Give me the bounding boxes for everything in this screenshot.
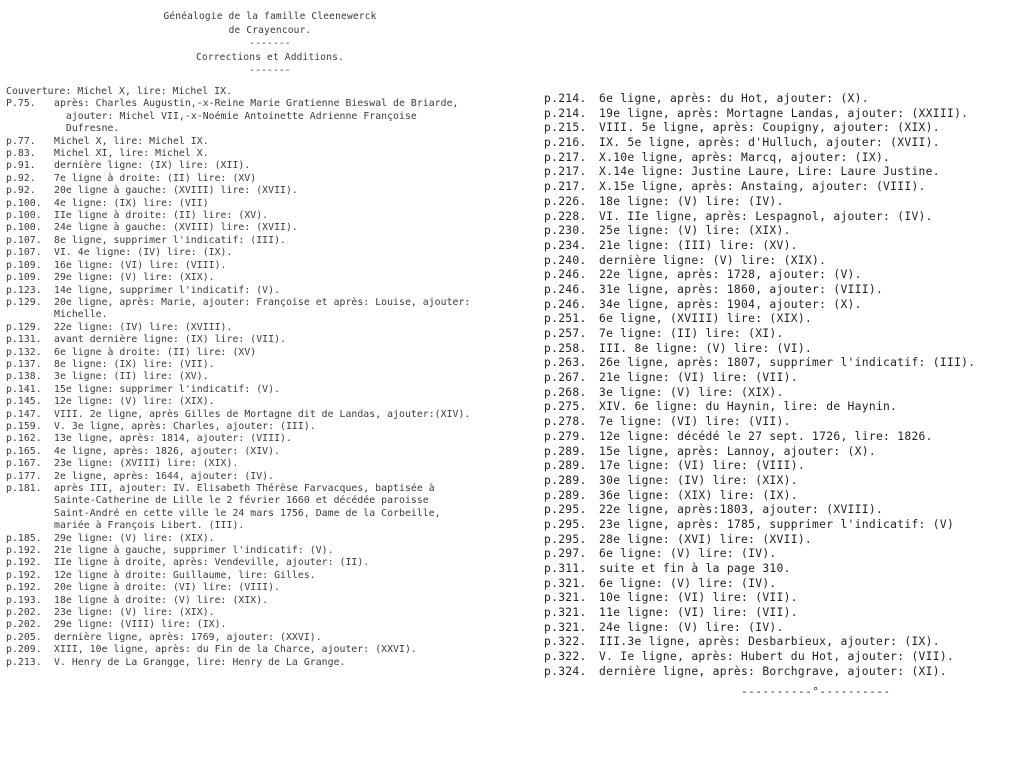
correction-text: V. Ie ligne, après: Hubert du Hot, ajouter: (VII). <box>599 650 955 664</box>
correction-entry <box>544 254 1016 269</box>
section-title: Corrections et Additions. <box>196 51 344 63</box>
correction-entry <box>6 657 524 669</box>
correction-entry <box>6 98 524 135</box>
correction-text: 8e ligne, supprimer l'indicatif: (III). <box>54 234 286 246</box>
correction-text: 7e ligne: (II) lire: (XI). <box>599 327 784 340</box>
correction-text: 15e ligne, après: Lannoy, ajouter: (X). <box>599 444 876 458</box>
page-reference: p.321. <box>544 576 587 590</box>
correction-text: 18e ligne: (V) lire: (IV). <box>599 194 784 208</box>
correction-text: 34e ligne, après: 1904, ajouter: (X). <box>599 297 862 311</box>
page-reference: p.217. <box>544 165 587 179</box>
document-title: Généalogie de la famille Cleenewerck <box>163 11 377 22</box>
correction-text: dernière ligne: (IX) lire: (XII). <box>54 160 251 172</box>
page-reference: p.230. <box>544 224 587 238</box>
correction-entry <box>544 371 1016 386</box>
correction-text: 20e ligne à gauche: (XVIII) lire: (XVII). <box>54 185 298 197</box>
correction-entry <box>6 557 524 569</box>
page-reference: p.324. <box>544 664 587 678</box>
page-reference: p.322. <box>544 635 587 649</box>
correction-entry <box>6 619 524 631</box>
correction-text: X.15e ligne, après: Anstaing, ajouter: (VIII). <box>599 180 926 194</box>
page-reference: p.205. <box>6 631 42 643</box>
page-reference: p.214. <box>544 92 587 105</box>
correction-entry <box>544 224 1016 239</box>
correction-text: 11e ligne: (VI) lire: (VII). <box>599 606 798 620</box>
correction-text: 3e ligne: (II) lire: (XV). <box>54 371 209 383</box>
correction-entry <box>544 239 1016 254</box>
page-reference: p.289. <box>544 459 587 473</box>
page-reference: p.321. <box>544 591 587 605</box>
page-reference: p.185. <box>6 532 42 544</box>
correction-entry <box>6 359 524 371</box>
page-reference: p.109. <box>6 259 42 271</box>
correction-text: 24e ligne à gauche: (XVIII) lire: (XVII). <box>54 222 298 234</box>
correction-text: 23e ligne: (XVIII) lire: (XIX). <box>54 458 239 470</box>
correction-entry <box>6 285 524 297</box>
correction-entry <box>6 471 524 483</box>
correction-text: 10e ligne: (VI) lire: (VII). <box>599 591 798 605</box>
page-reference: p.192. <box>6 569 42 581</box>
page-reference: p.91. <box>6 160 36 172</box>
correction-entry <box>544 430 1016 445</box>
correction-text: 7e ligne à droite: (II) lire: (XV) <box>54 172 257 184</box>
correction-entry <box>544 180 1016 195</box>
correction-entry <box>544 165 1016 180</box>
correction-text: 29e ligne: (V) lire: (XIX). <box>54 272 215 284</box>
correction-entry <box>6 198 524 210</box>
document-subtitle: de Crayencour. <box>228 24 312 36</box>
correction-text: 18e ligne à droite: (V) lire: (XIX). <box>54 594 269 606</box>
page-reference: p.217. <box>544 150 587 164</box>
header-rule-2: ------- <box>249 65 291 76</box>
correction-entry <box>544 547 1016 562</box>
correction-text: Couverture: Michel X, lire: Michel IX. <box>6 86 233 97</box>
correction-text: 26e ligne, après: 1807, supprimer l'indicatif: (III). <box>599 356 976 370</box>
correction-text: 12e ligne à droite: Guillaume, lire: Gilles. <box>54 569 316 581</box>
correction-text: 29e ligne: (VIII) lire: (IX). <box>54 619 227 631</box>
page-reference: p.202. <box>6 607 42 619</box>
correction-entry <box>544 445 1016 460</box>
page-reference: p.217. <box>544 180 587 194</box>
correction-entry <box>544 459 1016 474</box>
page-reference: p.209. <box>6 644 42 656</box>
correction-entry <box>6 297 524 322</box>
correction-text: 24e ligne: (V) lire: (IV). <box>599 620 784 634</box>
closing-rule: ----------°---------- <box>741 685 891 698</box>
correction-entry <box>6 86 524 98</box>
correction-entry <box>6 347 524 359</box>
page-reference: p.100. <box>6 210 42 222</box>
page-reference: P.75. <box>6 98 36 110</box>
correction-text: Michel XI, lire: Michel X. <box>54 148 209 160</box>
correction-text: 23e ligne, après: 1785, supprimer l'indicatif: (V) <box>599 517 955 531</box>
correction-text: 22e ligne: (IV) lire: (XVIII). <box>54 321 233 333</box>
correction-text: IX. 5e ligne, après: d'Hulluch, ajouter: (XVII). <box>599 136 940 150</box>
correction-entry <box>6 235 524 247</box>
correction-text: 12e ligne: (V) lire: (XIX). <box>54 396 215 408</box>
correction-text: 23e ligne: (V) lire: (XIX). <box>54 607 215 619</box>
page-reference: p.246. <box>544 297 587 311</box>
page-reference: p.215. <box>544 121 587 135</box>
correction-text: VI. IIe ligne, après: Lespagnol, ajouter: (IV). <box>599 209 933 223</box>
header-rule-1: ------- <box>249 38 291 49</box>
correction-entry <box>544 121 1016 136</box>
page-reference: p.289. <box>544 473 587 487</box>
correction-text: 13e ligne, après: 1814, ajouter: (VIII). <box>54 433 292 445</box>
page-reference: p.100. <box>6 197 42 209</box>
correction-entry <box>544 577 1016 592</box>
page-reference: p.165. <box>6 445 42 457</box>
correction-entry <box>544 268 1016 283</box>
correction-text: Michel X, lire: Michel IX. <box>54 135 209 147</box>
page-reference: p.295. <box>544 532 587 546</box>
correction-text: 2e ligne, après: 1644, ajouter: (IV). <box>54 470 275 482</box>
page-reference: p.321. <box>544 606 587 620</box>
correction-entry <box>544 650 1016 665</box>
correction-entry <box>544 665 1016 680</box>
correction-text: dernière ligne, après: 1769, ajouter: (XXVI). <box>54 631 322 643</box>
page-reference: p.141. <box>6 383 42 395</box>
page-reference: p.268. <box>544 385 587 399</box>
page-reference: p.129. <box>6 296 42 308</box>
correction-text: 6e ligne, (XVIII) lire: (XIX). <box>599 312 813 326</box>
correction-entry <box>544 562 1016 577</box>
page-reference: p.216. <box>544 136 587 150</box>
correction-entry <box>544 342 1016 357</box>
page-reference: p.251. <box>544 312 587 326</box>
correction-text: X.14e ligne: Justine Laure, Lire: Laure Justine. <box>599 165 940 179</box>
correction-entry <box>6 595 524 607</box>
page-reference: p.289. <box>544 488 587 502</box>
page-reference: p.159. <box>6 420 42 432</box>
correction-entry <box>544 283 1016 298</box>
correction-entry <box>544 298 1016 313</box>
correction-text: 29e ligne: (V) lire: (XIX). <box>54 532 215 544</box>
correction-text: 28e ligne: (XVI) lire: (XVII). <box>599 532 813 546</box>
page-reference: p.275. <box>544 400 587 414</box>
page-reference: p.138. <box>6 371 42 383</box>
correction-entry <box>544 503 1016 518</box>
page-reference: p.109. <box>6 272 42 284</box>
correction-text: dernière ligne: (V) lire: (XIX). <box>599 253 827 267</box>
page-reference: p.123. <box>6 284 42 296</box>
correction-entry <box>6 533 524 545</box>
correction-entry <box>544 635 1016 650</box>
correction-entry <box>6 371 524 383</box>
correction-entry <box>6 421 524 433</box>
correction-text: 16e ligne: (VI) lire: (VIII). <box>54 259 227 271</box>
correction-entry <box>6 632 524 644</box>
page-reference: p.246. <box>544 268 587 282</box>
page-reference: p.177. <box>6 470 42 482</box>
correction-entry <box>6 260 524 272</box>
correction-entry <box>6 210 524 222</box>
correction-entry <box>544 606 1016 621</box>
correction-text: XIII, 10e ligne, après: du Fin de la Charce, ajouter: (XXVI). <box>54 644 417 656</box>
correction-entry <box>6 458 524 470</box>
correction-entry <box>6 272 524 284</box>
correction-entry <box>6 446 524 458</box>
page-reference: p.289. <box>544 444 587 458</box>
correction-entry <box>544 356 1016 371</box>
correction-text: 12e ligne: décédé le 27 sept. 1726, lire: 1826. <box>599 429 933 443</box>
page-reference: p.132. <box>6 346 42 358</box>
corrections-left-column <box>6 86 524 669</box>
correction-text: 6e ligne: (V) lire: (IV). <box>599 576 777 590</box>
correction-entry <box>544 518 1016 533</box>
page-reference: p.192. <box>6 545 42 557</box>
correction-entry <box>544 621 1016 636</box>
correction-text: VIII. 2e ligne, après Gilles de Mortagne dit de Landas, ajouter:(XIV). <box>54 408 471 420</box>
correction-entry <box>544 400 1016 415</box>
correction-entry <box>6 136 524 148</box>
correction-text: 14e ligne, supprimer l'indicatif: (V). <box>54 284 281 296</box>
page-reference: p.192. <box>6 582 42 594</box>
correction-text: X.10e ligne, après: Marcq, ajouter: (IX). <box>599 150 891 164</box>
page-reference: p.321. <box>544 620 587 634</box>
page-reference: p.167. <box>6 458 42 470</box>
correction-text: 6e ligne: (V) lire: (IV). <box>599 547 777 561</box>
page-reference: p.137. <box>6 358 42 370</box>
correction-entry <box>544 107 1016 122</box>
correction-entry <box>6 247 524 259</box>
correction-entry <box>544 136 1016 151</box>
correction-text: après III, ajouter: IV. Elisabeth Thérèse Farvacques, baptisée à Sainte-Catherine de Lille le 2 février 1660 et décédée paroisse Saint-André en cette ville le 24 mars 1756, Dame de la Corbeille, mariée à François Libert. (III). <box>54 483 441 532</box>
correction-text: 4e ligne: (IX) lire: (VII) <box>54 197 209 209</box>
correction-entry <box>6 173 524 185</box>
page-reference: p.279. <box>544 429 587 443</box>
correction-text: 36e ligne: (XIX) lire: (IX). <box>599 488 798 502</box>
correction-entry <box>6 644 524 656</box>
correction-text: 20e ligne, après: Marie, ajouter: Françoise et après: Louise, ajouter: Michelle. <box>54 296 471 321</box>
correction-text: IIe ligne à droite: (II) lire: (XV). <box>54 210 269 222</box>
correction-text: III. 8e ligne: (V) lire: (VI). <box>599 341 813 355</box>
correction-text: 4e ligne, après: 1826, ajouter: (XIV). <box>54 445 281 457</box>
page-reference: p.214. <box>544 106 587 120</box>
page-reference: p.129. <box>6 321 42 333</box>
page-reference: p.246. <box>544 282 587 296</box>
correction-text: suite et fin à la page 310. <box>599 562 791 575</box>
document-header <box>100 10 440 78</box>
correction-entry <box>6 409 524 421</box>
correction-entry <box>6 384 524 396</box>
correction-text: V. Henry de La Grangge, lire: Henry de La Grange. <box>54 656 346 668</box>
correction-text: 31e ligne, après: 1860, ajouter: (VIII). <box>599 282 884 296</box>
correction-entry <box>6 483 524 533</box>
page-reference: p.228. <box>544 209 587 223</box>
correction-text: XIV. 6e ligne: du Haynin, lire: de Haynin. <box>599 400 898 414</box>
correction-text: 21e ligne: (III) lire: (XV). <box>599 238 798 252</box>
correction-text: 8e ligne: (IX) lire: (VII). <box>54 358 215 370</box>
page-reference: p.107. <box>6 234 42 246</box>
page-reference: p.267. <box>544 371 587 385</box>
correction-entry <box>6 185 524 197</box>
correction-text: 6e ligne à droite: (II) lire: (XV) <box>54 346 257 358</box>
page-reference: p.226. <box>544 194 587 208</box>
correction-text: après: Charles Augustin,-x-Reine Marie Gratienne Bieswal de Briarde, ajouter: Michel VII,-x-Noémie Antoinette Adrienne Françoise Dufresne. <box>54 98 459 135</box>
correction-entry <box>6 334 524 346</box>
page-reference: p.147. <box>6 408 42 420</box>
correction-text: 17e ligne: (VI) lire: (VIII). <box>599 459 805 473</box>
correction-text: 19e ligne, après: Mortagne Landas, ajouter: (XXIII). <box>599 106 969 120</box>
correction-entry <box>544 386 1016 401</box>
correction-text: 25e ligne: (V) lire: (XIX). <box>599 224 791 238</box>
page-reference: p.258. <box>544 341 587 355</box>
correction-text: 21e ligne: (VI) lire: (VII). <box>599 371 798 385</box>
page-reference: p.131. <box>6 334 42 346</box>
page-reference: p.145. <box>6 396 42 408</box>
correction-text: VIII. 5e ligne, après: Coupigny, ajouter: (XIX). <box>599 121 940 135</box>
page-reference: p.107. <box>6 247 42 259</box>
correction-entry <box>6 607 524 619</box>
correction-text: 21e ligne à gauche, supprimer l'indicatif: (V). <box>54 545 334 557</box>
page-reference: p.295. <box>544 517 587 531</box>
correction-text: 22e ligne, après: 1728, ajouter: (V). <box>599 268 862 282</box>
correction-text: 15e ligne: supprimer l'indicatif: (V). <box>54 383 281 395</box>
page-reference: p.295. <box>544 503 587 517</box>
correction-entry <box>544 489 1016 504</box>
correction-text: 6e ligne, après: du Hot, ajouter: (X). <box>599 92 869 105</box>
correction-text: IIe ligne à droite, après: Vendeville, ajouter: (II). <box>54 557 370 569</box>
correction-entry <box>6 322 524 334</box>
correction-entry <box>544 533 1016 548</box>
correction-entry <box>544 151 1016 166</box>
page-reference: p.92. <box>6 185 36 197</box>
correction-entry <box>6 160 524 172</box>
page-reference: p.257. <box>544 327 587 340</box>
page-reference: p.278. <box>544 415 587 429</box>
corrections-right-column <box>544 92 1016 680</box>
page-reference: p.100. <box>6 222 42 234</box>
page-reference: p.181. <box>6 483 42 494</box>
correction-entry <box>6 222 524 234</box>
correction-entry <box>6 396 524 408</box>
correction-entry <box>6 545 524 557</box>
correction-text: 30e ligne: (IV) lire: (XIX). <box>599 473 798 487</box>
correction-entry <box>544 591 1016 606</box>
correction-text: VI. 4e ligne: (IV) lire: (IX). <box>54 247 233 259</box>
correction-entry <box>6 570 524 582</box>
page-reference: p.297. <box>544 547 587 561</box>
correction-text: 22e ligne, après:1803, ajouter: (XVIII). <box>599 503 884 517</box>
page-reference: p.162. <box>6 433 42 445</box>
page-reference: p.92. <box>6 172 36 184</box>
page-reference: p.213. <box>6 656 42 668</box>
page-reference: p.193. <box>6 594 42 606</box>
correction-entry <box>544 92 1016 107</box>
correction-entry <box>544 415 1016 430</box>
page-reference: p.234. <box>544 238 587 252</box>
correction-entry <box>6 433 524 445</box>
correction-entry <box>544 312 1016 327</box>
correction-text: avant dernière ligne: (IX) lire: (VII). <box>54 334 286 346</box>
correction-entry <box>544 195 1016 210</box>
correction-text: 3e ligne: (V) lire: (XIX). <box>599 385 784 399</box>
correction-text: dernière ligne, après: Borchgrave, ajouter: (XI). <box>599 664 947 678</box>
correction-text: 20e ligne à droite: (VI) lire: (VIII). <box>54 582 281 594</box>
correction-entry <box>544 327 1016 342</box>
page-reference: p.192. <box>6 557 42 569</box>
page-reference: p.263. <box>544 356 587 370</box>
correction-text: 7e ligne: (VI) lire: (VII). <box>599 415 791 429</box>
page-reference: p.202. <box>6 619 42 631</box>
page-reference: p.240. <box>544 253 587 267</box>
correction-text: V. 3e ligne, après: Charles, ajouter: (III). <box>54 420 316 432</box>
page-reference: p.77. <box>6 135 36 147</box>
page-reference: p.322. <box>544 650 587 664</box>
correction-entry <box>6 148 524 160</box>
correction-entry <box>6 582 524 594</box>
page-reference: p.311. <box>544 562 587 575</box>
correction-entry <box>544 474 1016 489</box>
page-reference: p.83. <box>6 148 36 160</box>
correction-entry <box>544 210 1016 225</box>
correction-text: III.3e ligne, après: Desbarbieux, ajouter: (IX). <box>599 635 940 649</box>
